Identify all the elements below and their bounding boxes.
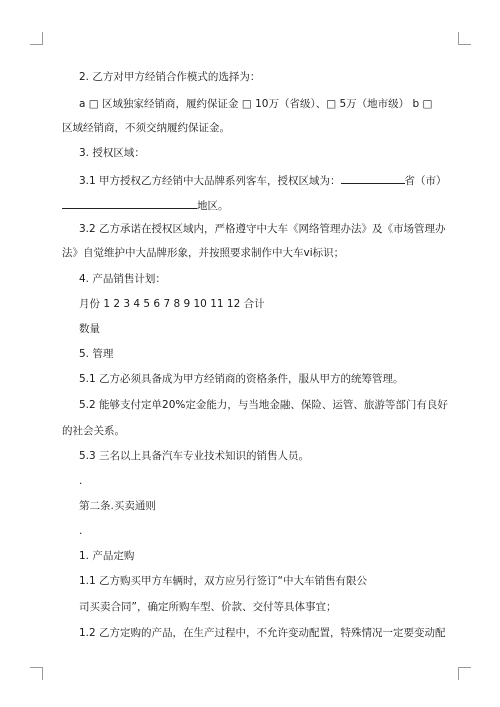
clause-5-2-line-1: 5.2 能够支付定单20%定金能力，与当地金融、保险、运管、旅游等部门有良好: [79, 399, 448, 411]
clause-3-1-line: [79, 172, 447, 188]
clause-2-heading: 2. 乙方对甲方经销合作模式的选择为：: [79, 71, 261, 83]
clause-4-heading: 4. 产品销售计划：: [79, 273, 166, 285]
clause-1-1-line-2: 司买卖合同”，确定所购车型、价款、交付等具体事宜；: [79, 601, 337, 613]
clause-5-2-line-2: 的社会关系。: [62, 425, 125, 437]
clause-1-1-line-1: 1.1 乙方购买甲方车辆时，双方应另行签订“中大车销售有限公: [79, 575, 367, 587]
separator-dot-2: .: [79, 525, 83, 537]
region-blank: [62, 197, 197, 209]
clause-3-heading: 3. 授权区域：: [79, 147, 145, 159]
clause-3-1-line-2: [62, 197, 229, 213]
clause-2-option-a: a □ 区域独家经销商，履约保证金 □ 10万（省级）、□ 5万（地市级） b □: [79, 98, 433, 110]
region-label: 地区。: [197, 200, 229, 212]
province-label: 省（市）: [404, 175, 447, 187]
separator-dot-1: .: [79, 475, 83, 487]
crop-mark-bottom-right: [458, 667, 471, 680]
crop-mark-top-left: [30, 32, 43, 45]
clause-3-2-line-2: 法》自觉维护中大品牌形象，并按照要求制作中大车vi标识；: [62, 247, 345, 259]
clause-3-1-text: 3.1 甲方授权乙方经销中大品牌系列客车，授权区域为：: [79, 175, 341, 187]
clause-1-2-line-1: 1.2 乙方定购的产品，在生产过程中，不允许变动配置，特殊情况一定要变动配: [79, 627, 446, 639]
clause-5-heading: 5. 管理: [79, 348, 114, 360]
province-blank: [341, 172, 405, 184]
crop-mark-bottom-left: [30, 667, 43, 680]
article-2-clause-1-heading: 1. 产品定购: [79, 550, 135, 562]
crop-mark-top-right: [458, 32, 471, 45]
sales-plan-quantity: 数量: [79, 323, 100, 335]
clause-5-3: 5.3 三名以上具备汽车专业技术知识的销售人员。: [79, 450, 310, 462]
clause-5-1: 5.1 乙方必须具备成为甲方经销商的资格条件，服从甲方的统筹管理。: [79, 373, 404, 385]
sales-plan-months: 月份 1 2 3 4 5 6 7 8 9 10 11 12 合计: [79, 298, 265, 310]
clause-3-2-line-1: 3.2 乙方承诺在授权区域内，严格遵守中大车《网络管理办法》及《市场管理办: [79, 223, 446, 235]
clause-2-option-b: 区域经销商，不须交纳履约保证金。: [62, 122, 230, 134]
article-2-heading: 第二条.买卖通则: [79, 500, 156, 512]
